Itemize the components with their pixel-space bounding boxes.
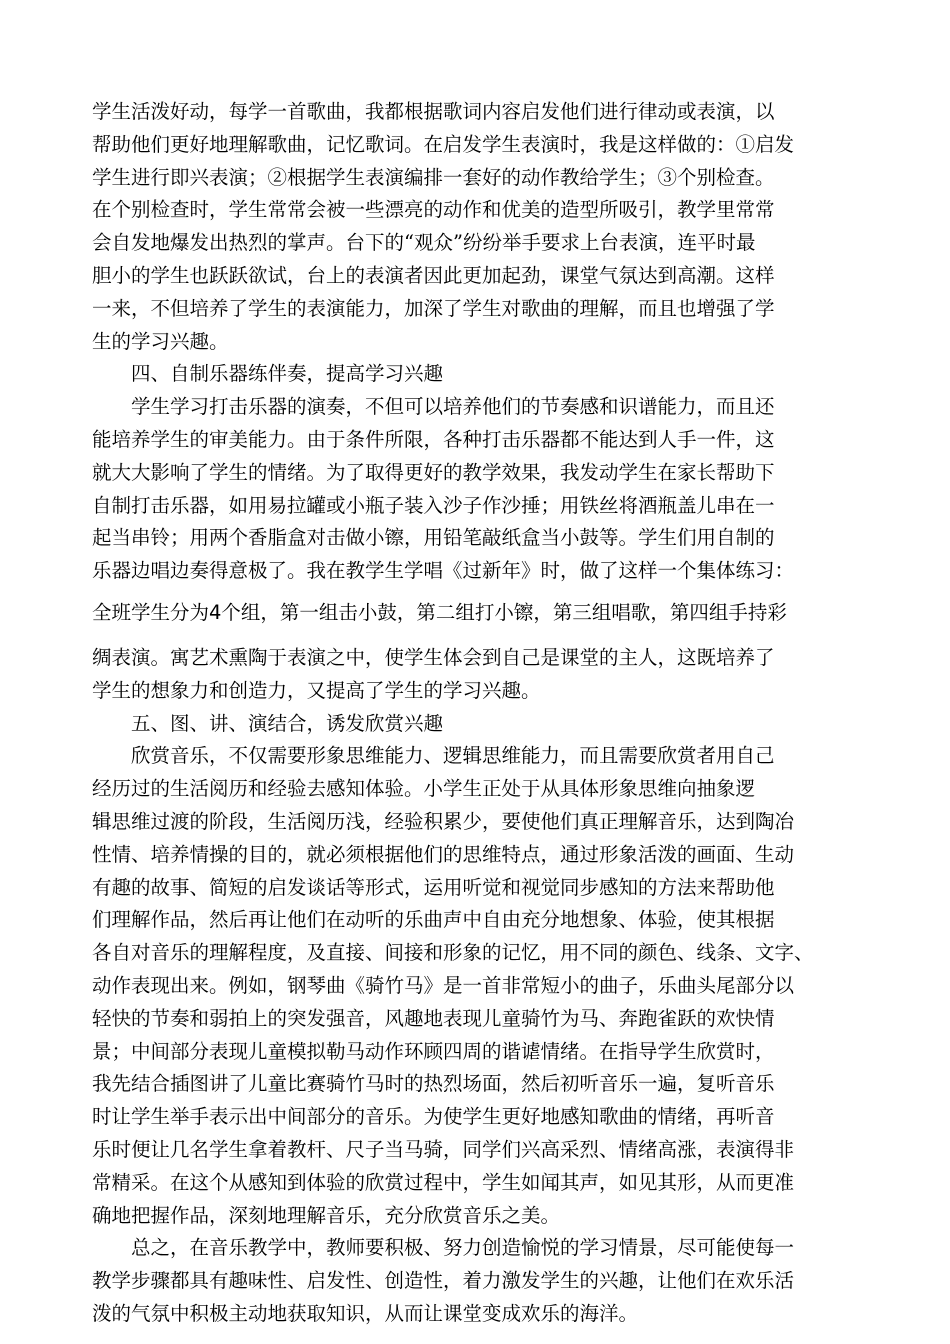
paragraph-conclusion: 总之，在音乐教学中，教师要积极、努力创造愉悦的学习情景，尽可能使每一 教学步骤都具有趣味性、启发性、创造性，着力激发学生的兴趣，让他们在欢乐活 泼的气氛中积极主动地获取知识，从而让课堂变成欢乐的海洋。 (92, 1236, 795, 1325)
paragraph-appreciation: 欣赏音乐，不仅需要形象思维能力、逻辑思维能力，而且需要欣赏者用自己 经历过的生活阅历和经验去感知体验。小学生正处于从具体形象思维向抽象逻 辑思维过渡的阶段，生活阅历浅，经验积累少，要使他们真正理解音乐，达到陶冶 性情、培养情操的目的，就必须根据他们的思维特点，通过形象活泼的画面、生动 有趣的故事、简短的启发谈话等形式，运用听觉和视觉同步感知的方法来帮助他 们理解作品，然后再让他们在动听的乐曲声中自由充分地想象、体验，使其根据 各自对音乐的理解程度，及直接、间接和形象的记忆，用不同的颜色、线条、文字、 动作表现出来。例如，钢琴曲《骑竹马》是一首非常短小的曲子，乐曲头尾部分以 轻快的节奏和弱拍上的突发强音，风趣地表现儿童骑竹为马、奔跑雀跃的欢快情 景；中间部分表现儿童模拟勒马动作环顾四周的谐谑情绪。在指导学生欣赏时， 我先结合插图讲了儿童比赛骑竹马时的热烈场面，然后初听音乐一遍，复听音乐 时让学生举手表示出中间部分的音乐。为使学生更好地感知歌曲的情绪，再听音 乐时便让几名学生拿着教杆、尺子当马骑，同学们兴高采烈、情绪高涨，表演得非 常精采。在这个从感知到体验的欣赏过程中，学生如闻其声，如见其形，从而更准 确地把握作品，深刻地理解音乐，充分欣赏音乐之美。 (92, 744, 814, 1227)
document-page (92, 96, 862, 1331)
paragraph-performance: 学生活泼好动，每学一首歌曲，我都根据歌词内容启发他们进行律动或表演，以 帮助他们更好地理解歌曲，记忆歌词。在启发学生表演时，我是这样做的：①启发 学生进行即兴表演；②根据学生表演编排一套好的动作教给学生；③个别检查。 在个别检查时，学生常常会被一些漂亮的动作和优美的造型所吸引，教学里常常 会自发地爆发出热烈的掌声。台下的“观众”纷纷举手要求上台表演，连平时最 胆小的学生也跃跃欲试，台上的表演者因此更加起劲，课堂气氛达到高潮。这样 一来，不但培养了学生的表演能力，加深了学生对歌曲的理解，而且也增强了学 生的学习兴趣。 (92, 100, 795, 353)
section-heading-4: 四、自制乐器练伴奏，提高学习兴趣 (92, 362, 444, 386)
paragraph-instruments: 学生学习打击乐器的演奏，不但可以培养他们的节奏感和识谱能力，而且还 能培养学生的审美能力。由于条件所限，各种打击乐器都不能达到人手一件，这 就大大影响了学生的情绪。为了取得更好的教学效果，我发动学生在家长帮助下 自制打击乐器，如用易拉罐或小瓶子装入沙子作沙捶；用铁丝将酒瓶盖儿串在一 起当串铃；用两个香脂盒对击做小镲，用铅笔敲纸盒当小鼓等。学生们用自制的 乐器边唱边奏得意极了。我在教学生学唱《过新年》时，做了这样一个集体练习： (92, 395, 795, 583)
paragraph-instruments-tail: 绸表演。寓艺术熏陶于表演之中，使学生体会到自己是课堂的主人，这既培养了 学生的想象力和创造力，又提高了学生的学习兴趣。 (92, 645, 775, 702)
paragraph-instruments-line: 全班学生分为4个组，第一组击小鼓，第二组打小镲，第三组唱歌，第四组手持彩 (92, 600, 787, 624)
section-heading-5: 五、图、讲、演结合，诱发欣赏兴趣 (92, 711, 444, 735)
